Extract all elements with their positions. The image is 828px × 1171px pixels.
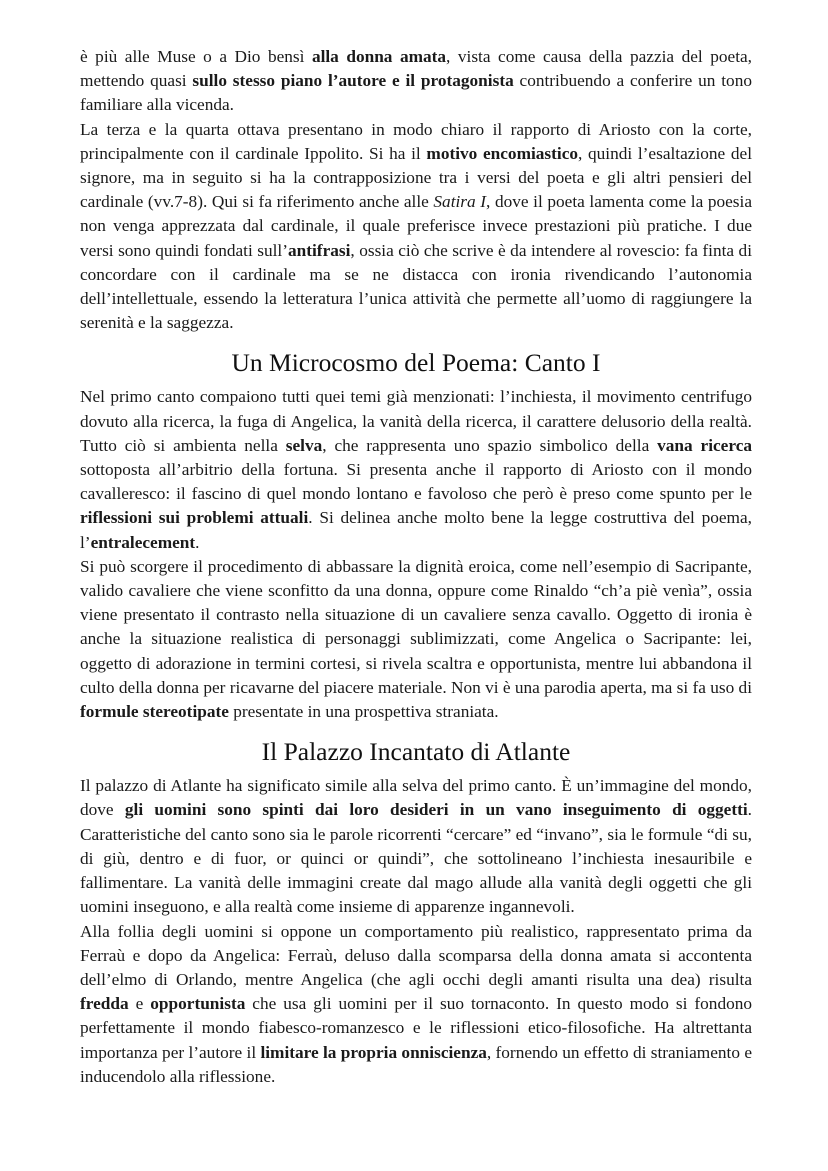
text-run: , ossia ciò che scrive è da intendere al rovescio: fa finta di concordare con il cardinale ma se ne distacca con ironia rivendicando l’autonomia dell’intellettuale, essendo la letteratura l’unica attività che permette all’uomo di raggiungere la serenità e la saggezza. [80,240,752,333]
text-run: , che rappresenta uno spazio simbolico della [322,435,658,455]
bold-text: motivo encomiastico [426,143,579,163]
text-run: Nel primo canto compaiono tutti quei temi già menzionati: l’inchiesta, il movimento centrifugo dovuto alla ricerca, la fuga di Angelica, la vanità della ricerca, il carattere delusorio della realtà. Tutto ciò si ambienta nella [80,387,752,455]
body-paragraph [80,385,752,554]
body-paragraph [80,118,752,336]
bold-text: riflessioni sui problemi attuali [80,508,309,528]
bold-text: sullo stesso piano l’autore e il protagonista [192,71,514,91]
text-run: , quindi l’esaltazione del signore, ma in seguito si ha la contrapposizione tra i versi del poeta e gli altri pensieri del cardinale (vv.7-8). Qui si fa riferimento anche alle [80,143,753,212]
text-run: sottoposta all’arbitrio della fortuna. Si presenta anche il rapporto di Ariosto con il mondo cavalleresco: il fascino di quel mondo lontano e favoloso che però è preso come spunto per le [80,460,752,504]
text-run: La terza e la quarta ottava presentano in modo chiaro il rapporto di Ariosto con la corte, principalmente con il cardinale Ippolito. Si ha il [80,119,752,163]
text-run: Alla follia degli uomini si oppone un comportamento più realistico, rappresentato prima da Ferraù e dopo da Angelica: Ferraù, deluso dalla scomparsa della donna amata si accontenta dell’elmo di Orlando, mentre Angelica (che agli occhi degli amanti risulta una dea) risulta [80,921,752,989]
section-heading: Un Microcosmo del Poema: Canto I [231,348,601,378]
text-run: è più alle Muse o a Dio bensì [80,47,312,66]
bold-text: selva [285,435,323,455]
text-run: Si può scorgere il procedimento di abbassare la dignità eroica, come nell’esempio di Sacripante, valido cavaliere che viene sconfitto da una donna, oppure come Rinaldo “ch’a piè venìa”, ossia viene presentato il contrasto nella situazione di un cavaliere senza cavallo. Oggetto di ironia è anche la situazione realistica di personaggi sublimizzati, come Angelica o Sacripante: lei, oggetto di adorazione in termini cortesi, si rivela scaltra e opportunista, mentre lui abbandona il culto della donna per ricavarne del piacere materiale. Non vi è una parodia aperta, ma si fa uso di [80,556,752,697]
document-page [80,45,752,1089]
bold-text: vana ricerca [657,435,753,455]
italic-text: Satira I [433,192,487,212]
text-run: e [128,994,151,1014]
text-run: contribuendo a conferire un tono familiare alla vicenda. [80,71,752,115]
bold-text: fredda [80,994,129,1014]
bold-text: opportunista [150,994,246,1014]
text-run: che usa gli uomini per il suo tornaconto. In questo modo si fondono perfettamente il mondo fiabesco-romanzesco e le riflessioni etico-filosofiche. Ha altrettanta importanza per l’autore il [80,994,753,1062]
section-heading: Il Palazzo Incantato di Atlante [261,737,571,767]
text-run: presentate in una prospettiva straniata. [228,702,499,722]
text-run: . [195,532,200,552]
text-run: , dove il poeta lamenta come la poesia non venga apprezzata dal cardinale, il quale preferisce invece prestazioni più pratiche. I due versi sono quindi fondati sull’ [80,192,752,260]
body-paragraph [80,555,752,724]
text-run: . Caratteristiche del canto sono sia le parole ricorrenti “cercare” ed “invano”, sia le formule “di su, di giù, dentro e di fuor, or quinci or quindi”, che sottolineano l’inchiesta inesauribile e fallimentare. La vanità delle immagini create dal mago allude alla vanità degli oggetti che gli uomini inseguono, e alla realtà come insieme di apparenze ingannevoli. [80,800,752,917]
text-run: , vista come causa della pazzia del poeta, mettendo quasi [80,47,752,91]
bold-text: antifrasi [288,240,351,260]
body-paragraph [80,920,752,1089]
body-paragraph [80,774,752,919]
text-run: Il palazzo di Atlante ha significato simile alla selva del primo canto. È un’immagine del mondo, dove [80,776,752,820]
bold-text: entralecement [90,532,196,552]
bold-text: formule stereotipate [80,702,229,722]
text-run: , fornendo un effetto di straniamento e inducendolo alla riflessione. [80,1042,752,1086]
text-run: . Si delinea anche molto bene la legge costruttiva del poema, l’ [80,508,752,552]
bold-text: limitare la propria onniscienza [260,1042,487,1062]
body-paragraph [80,45,752,118]
bold-text: gli uomini sono spinti dai loro desideri in un vano inseguimento di oggetti [124,800,748,820]
bold-text: alla donna amata [311,47,447,66]
